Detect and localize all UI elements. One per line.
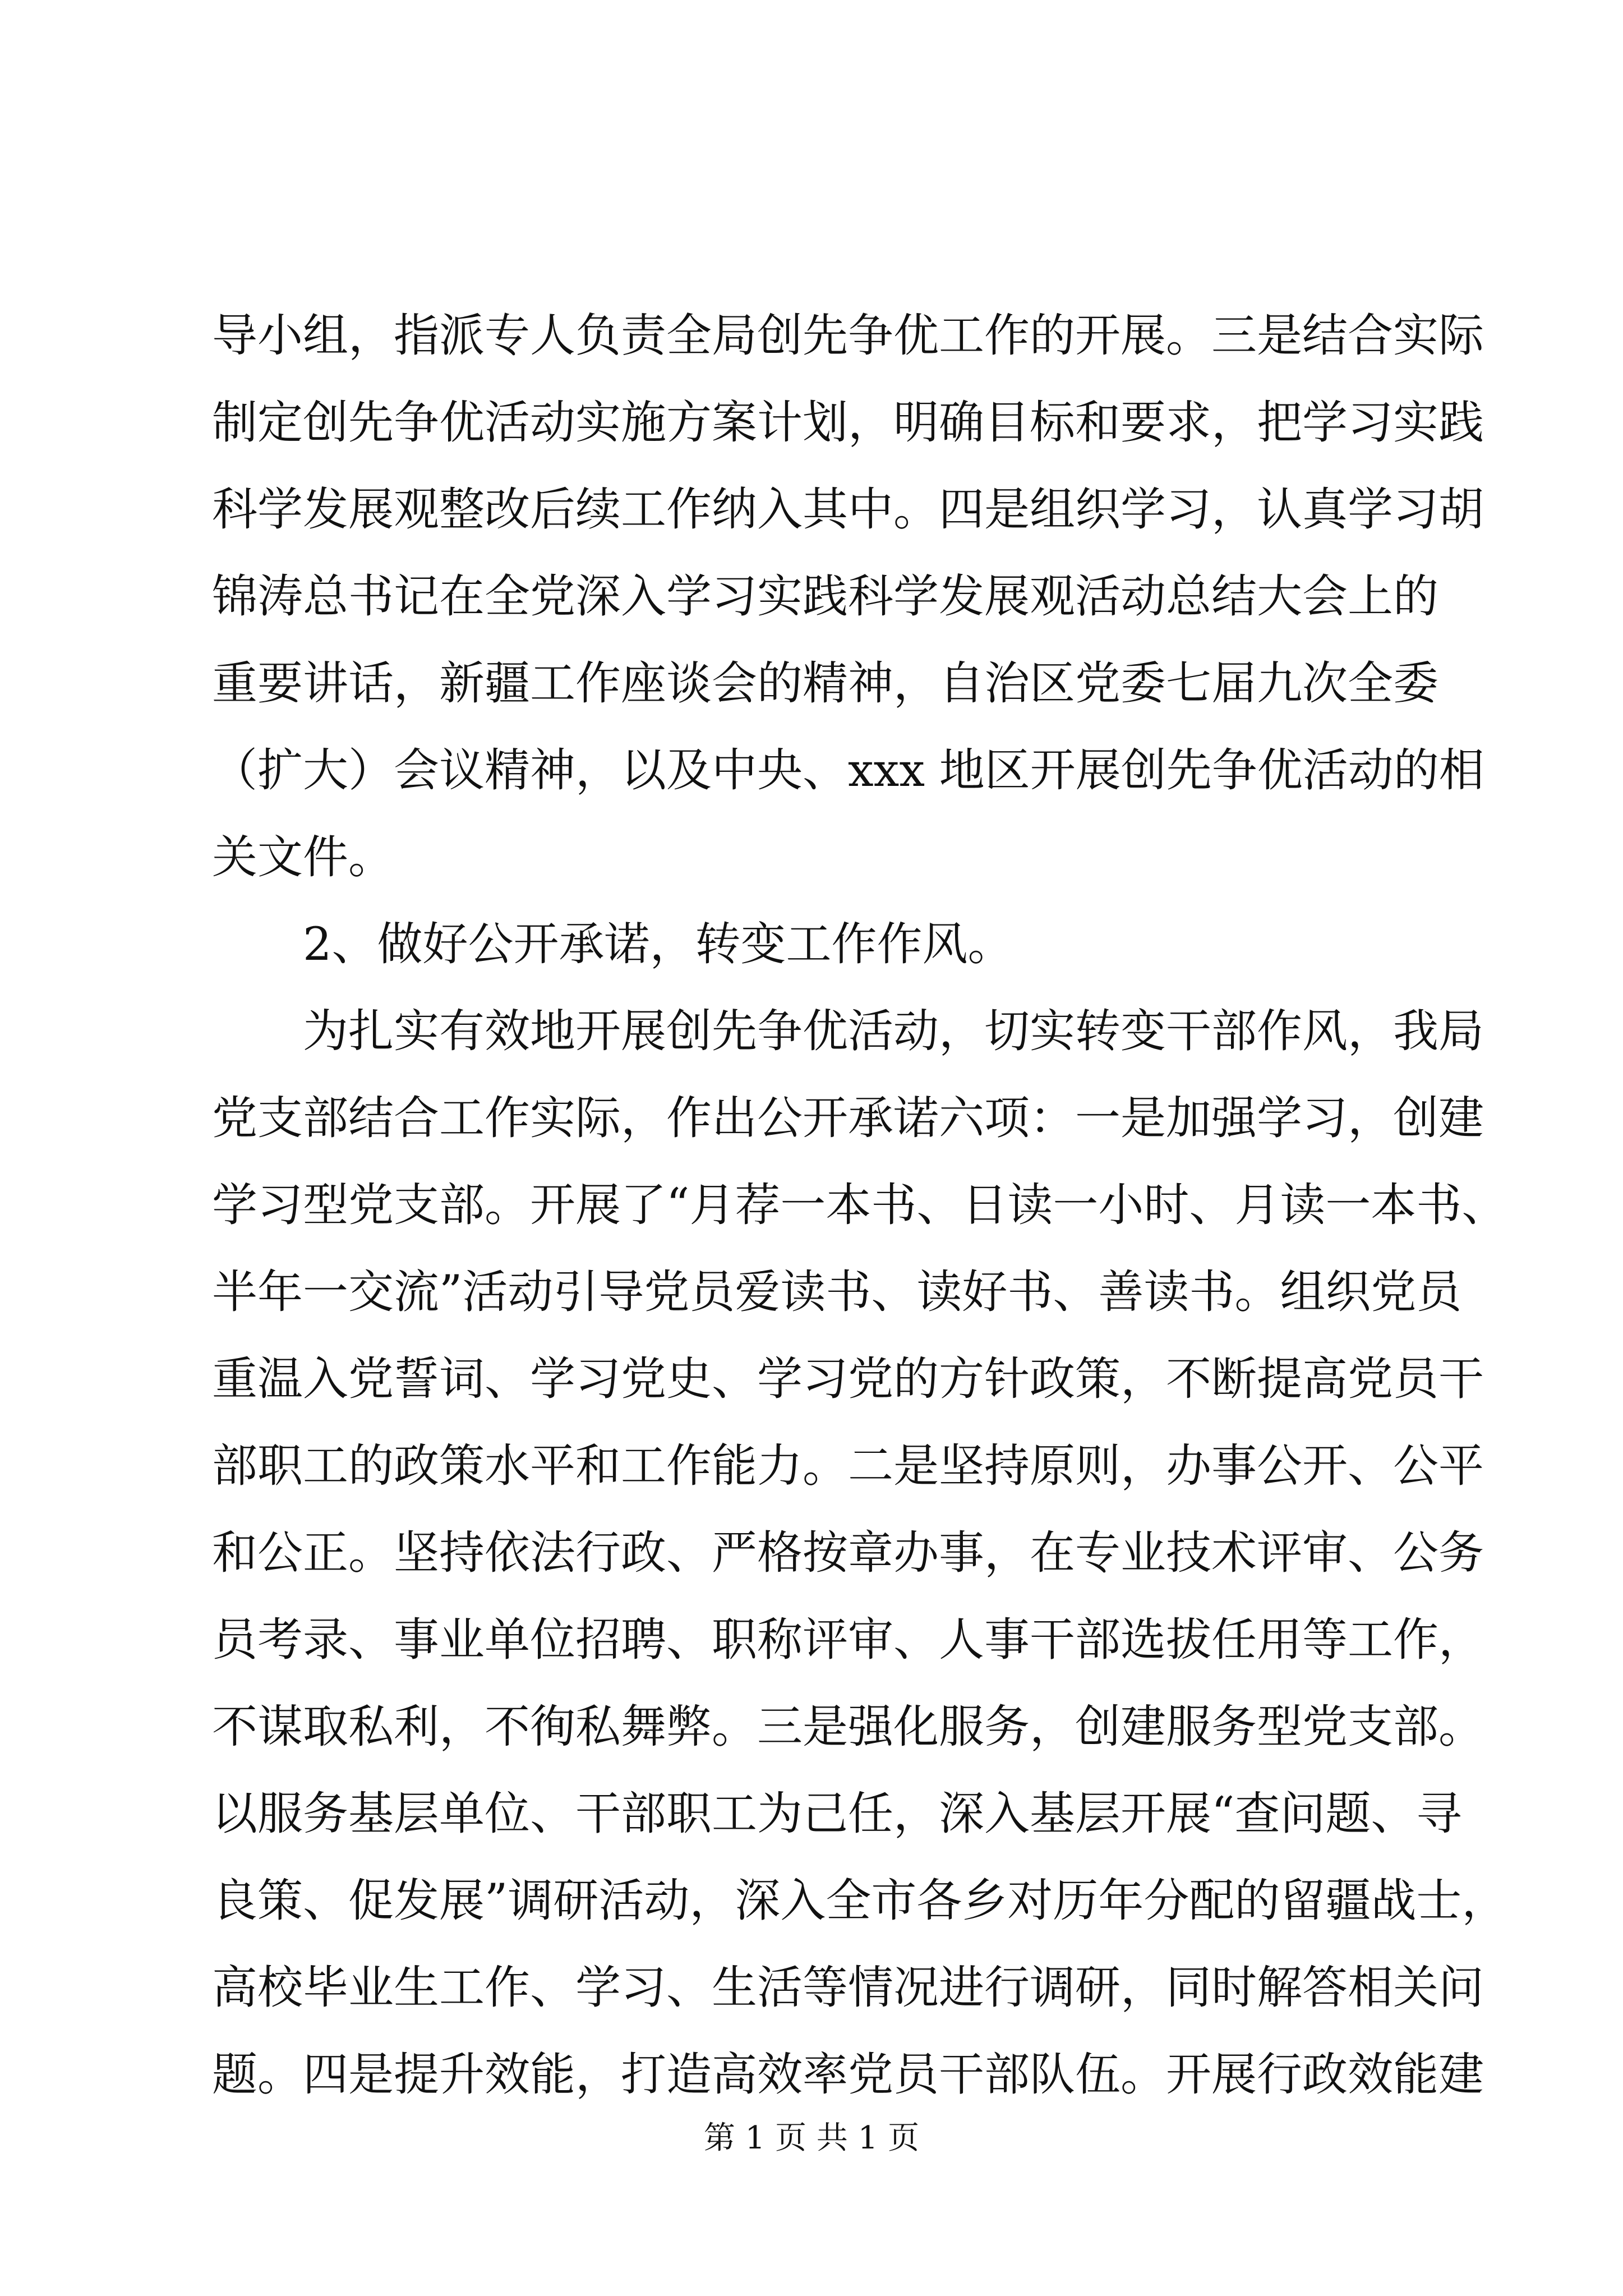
text-line: 良策、促发展”调研活动，深入全市各乡对历年分配的留疆战士， [212,1875,1507,1927]
text-line: 关文件。 [212,831,394,884]
page-number-label: 第 1 页 共 1 页 [703,2120,920,2156]
text-line: 不谋取私利，不徇私舞弊。三是强化服务，创建服务型党支部。 [212,1701,1484,1754]
text-line: 部职工的政策水平和工作能力。二是坚持原则，办事公开、公平 [212,1440,1484,1493]
text-line: 重要讲话，新疆工作座谈会的精神，自治区党委七届九次全委 [212,657,1439,710]
page-footer [0,2116,1623,2161]
text-line: （扩大）会议精神，以及中央、xxx 地区开展创先争优活动的相 [212,744,1484,797]
text-line: 党支部结合工作实际，作出公开承诺六项：一是加强学习，创建 [212,1092,1484,1145]
text-line: 和公正。坚持依法行政、严格按章办事，在专业技术评审、公务 [212,1527,1484,1580]
paragraph-first-line: 为扎实有效地开展创先争优活动，切实转变干部作风，我局 [303,1005,1484,1058]
body-text [212,293,1507,2119]
text-line: 重温入党誓词、学习党史、学习党的方针政策，不断提高党员干 [212,1353,1484,1406]
text-line: 半年一交流”活动引导党员爱读书、读好书、善读书。组织党员 [212,1266,1462,1319]
text-line: 以服务基层单位、干部职工为己任，深入基层开展“查问题、寻 [212,1788,1462,1841]
text-line: 锦涛总书记在全党深入学习实践科学发展观活动总结大会上的 [212,570,1439,623]
section-heading: 2、做好公开承诺，转变工作作风。 [303,918,1013,971]
text-line: 导小组，指派专人负责全局创先争优工作的开展。三是结合实际 [212,310,1484,362]
text-line: 题。四是提升效能，打造高效率党员干部队伍。开展行政效能建 [212,2049,1484,2101]
text-line: 学习型党支部。开展了“月荐一本书、日读一小时、月读一本书、 [212,1179,1507,1232]
text-line: 高校毕业生工作、学习、生活等情况进行调研，同时解答相关问 [212,1962,1484,2014]
text-line: 员考录、事业单位招聘、职称评审、人事干部选拔任用等工作， [212,1614,1484,1667]
text-line: 科学发展观整改后续工作纳入其中。四是组织学习，认真学习胡 [212,484,1484,536]
text-line: 制定创先争优活动实施方案计划，明确目标和要求，把学习实践 [212,397,1484,449]
